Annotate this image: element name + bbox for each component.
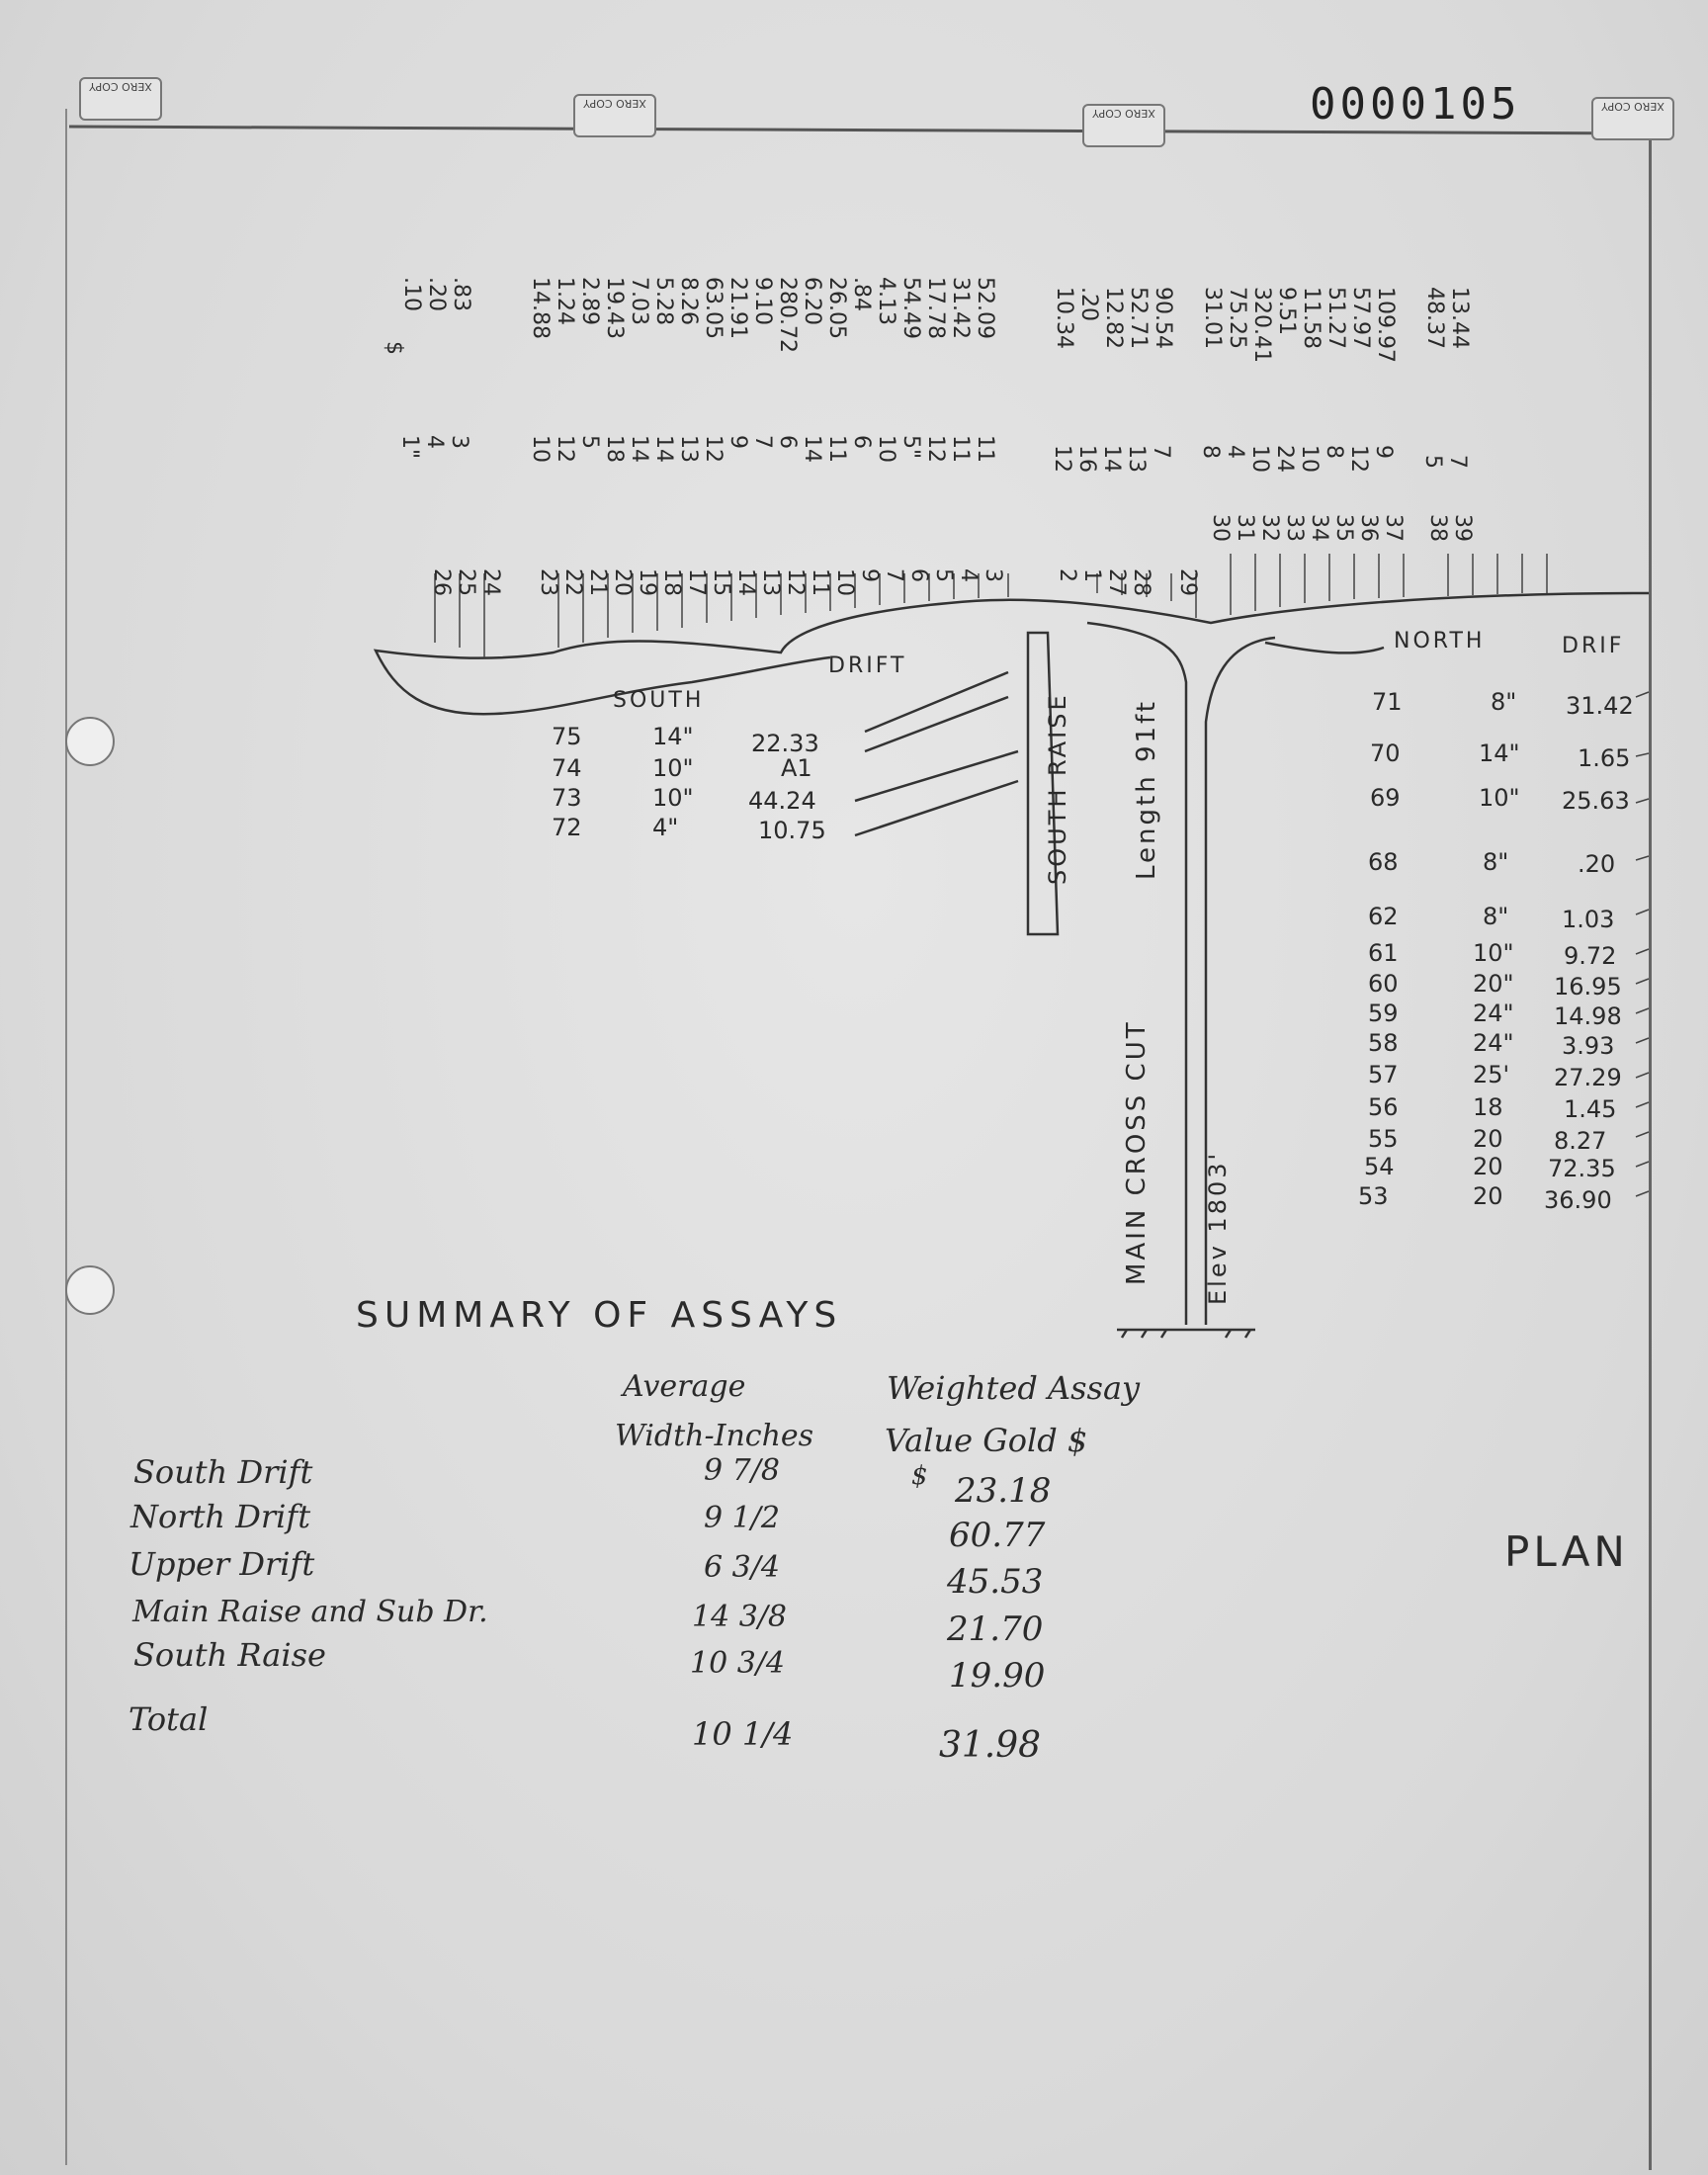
sample-width: 10" xyxy=(1473,939,1514,967)
sample-number: 32 xyxy=(1257,514,1282,542)
sample-value: A1 xyxy=(781,754,812,782)
sample-width: 20 xyxy=(1473,1182,1503,1210)
sample-width: 8" xyxy=(1483,903,1509,930)
row-label: North Drift xyxy=(130,1498,311,1535)
row-width: 9 1/2 xyxy=(704,1501,780,1535)
sample-width: 8" xyxy=(1491,688,1517,716)
sample-value: 1.45 xyxy=(1564,1095,1617,1123)
sample-width-row xyxy=(397,435,1470,473)
row-width: 10 1/4 xyxy=(692,1715,794,1753)
row-label: South Raise xyxy=(133,1636,326,1674)
sample-number: 23 xyxy=(536,568,560,596)
sample-value: 12.82 xyxy=(1101,287,1126,349)
sample-width: 24" xyxy=(1473,1029,1514,1057)
sample-value: 3.93 xyxy=(1562,1032,1615,1060)
document-number: 0000105 xyxy=(1310,79,1521,130)
sample-number: 17 xyxy=(684,568,709,596)
sample-number: 18 xyxy=(659,568,684,596)
sample-width: 10" xyxy=(652,754,694,782)
row-width: 9 7/8 xyxy=(704,1453,780,1488)
summary-title: SUMMARY OF ASSAYS xyxy=(356,1295,843,1336)
label-south-raise: SOUTH RAISE xyxy=(1044,692,1071,885)
sample-value: 52.09 xyxy=(973,277,997,339)
sample-width: 18 xyxy=(602,435,627,463)
sample-number: 9 xyxy=(857,568,882,582)
sample-width: 13 xyxy=(676,435,701,463)
sample-value: 17.78 xyxy=(923,277,948,339)
sample-value: 9.10 xyxy=(750,277,775,325)
row-assay: 31.98 xyxy=(939,1725,1042,1766)
sample-value: 27.29 xyxy=(1554,1064,1622,1091)
sample-value: 52.71 xyxy=(1126,287,1151,349)
sample-value: 16.95 xyxy=(1554,973,1622,1000)
sample-number: 53 xyxy=(1358,1182,1389,1210)
sample-width: 4" xyxy=(652,814,679,841)
sample-width: 12 xyxy=(553,435,577,463)
sample-value: .10 xyxy=(399,277,424,311)
sample-value: .20 xyxy=(1578,850,1616,878)
row-width: 6 3/4 xyxy=(704,1550,780,1585)
sample-value: 44.24 xyxy=(748,787,816,815)
label-north-drift-2: DRIF xyxy=(1562,634,1625,658)
xerox-tab-stamp: XERO COPY xyxy=(573,94,656,137)
sample-width: 14 xyxy=(627,435,651,463)
sample-number: 24 xyxy=(478,568,503,596)
north-drift-samples xyxy=(1358,688,1634,1214)
sample-number: 33 xyxy=(1282,514,1307,542)
sample-number: 35 xyxy=(1331,514,1356,542)
sample-value: 109.97 xyxy=(1373,287,1398,363)
sample-number: 73 xyxy=(552,784,582,812)
label-north-drift-1: NORTH xyxy=(1394,629,1486,653)
sample-value: 54.49 xyxy=(898,277,923,339)
sample-number: 59 xyxy=(1368,1000,1399,1027)
row-assay: 60.77 xyxy=(949,1516,1046,1555)
south-drift-samples xyxy=(552,723,826,844)
sample-number: 20 xyxy=(610,568,635,596)
sample-width: 14 xyxy=(1099,445,1124,473)
sample-width: 9 xyxy=(726,435,750,449)
sample-value: 1.24 xyxy=(553,277,577,325)
label-south-drift-1: SOUTH xyxy=(613,688,705,713)
col-header-assay-2: Value Gold $ xyxy=(885,1422,1088,1459)
sample-width: 16 xyxy=(1074,445,1099,473)
sample-number: 11 xyxy=(808,568,832,596)
sample-number: 5 xyxy=(931,568,956,582)
sample-width: 12 xyxy=(701,435,726,463)
sample-width: 13 xyxy=(1124,445,1149,473)
sample-number: 72 xyxy=(552,814,582,841)
sample-value: 31.42 xyxy=(1566,692,1634,720)
sample-value: 5.28 xyxy=(651,277,676,325)
sample-width: 7 xyxy=(1149,445,1173,459)
sample-number-row xyxy=(429,514,1475,596)
sample-number: 25 xyxy=(454,568,478,596)
sample-number: 61 xyxy=(1368,939,1399,967)
sample-number: 4 xyxy=(956,568,981,582)
sample-number: 22 xyxy=(560,568,585,596)
sample-number: 12 xyxy=(783,568,808,596)
label-south-drift-2: DRIFT xyxy=(828,653,907,678)
sample-number: 62 xyxy=(1368,903,1399,930)
sample-value: 75.25 xyxy=(1225,287,1249,349)
sample-number: 6 xyxy=(906,568,931,582)
sample-width: 20" xyxy=(1473,970,1514,998)
sample-width: 25' xyxy=(1473,1061,1510,1088)
sample-number: 57 xyxy=(1368,1061,1399,1088)
sample-value: 31.01 xyxy=(1200,287,1225,349)
col-header-assay-1: Weighted Assay xyxy=(887,1369,1141,1407)
sample-number: 30 xyxy=(1208,514,1233,542)
sample-width: 5" xyxy=(898,435,923,460)
sample-width: 10 xyxy=(528,435,553,463)
sample-value: .20 xyxy=(424,277,449,311)
sample-number: 31 xyxy=(1233,514,1257,542)
sample-value: 10.34 xyxy=(1052,287,1076,349)
sample-number: 68 xyxy=(1368,848,1399,876)
sample-width: 14 xyxy=(651,435,676,463)
sample-width: 24" xyxy=(1473,1000,1514,1027)
sample-value: 1.65 xyxy=(1578,744,1631,772)
sample-value: 1.03 xyxy=(1562,906,1615,933)
sample-value: 31.42 xyxy=(948,277,973,339)
sample-number: 26 xyxy=(429,568,454,596)
sample-value: 320.41 xyxy=(1249,287,1274,363)
sample-value: 90.54 xyxy=(1151,287,1175,349)
sample-number: 28 xyxy=(1129,568,1153,596)
sample-number: 13 xyxy=(758,568,783,596)
sample-value: 48.37 xyxy=(1422,287,1447,349)
col-header-width-1: Average xyxy=(623,1369,746,1404)
sample-width: 11 xyxy=(824,435,849,463)
sample-value: .20 xyxy=(1076,287,1101,321)
xerox-tab-stamp: XERO COPY xyxy=(79,77,162,121)
sample-width: 8 xyxy=(1198,445,1223,459)
sample-width: 7 xyxy=(750,435,775,449)
sample-width: 9 xyxy=(1371,445,1396,459)
sample-value: 21.91 xyxy=(726,277,750,339)
row-label: South Drift xyxy=(133,1453,313,1491)
sample-number: 27 xyxy=(1104,568,1129,596)
sample-value: 280.72 xyxy=(775,277,800,353)
xerox-tab-stamp: XERO COPY xyxy=(1591,97,1674,140)
row-assay: 19.90 xyxy=(949,1656,1046,1696)
sample-number: 1 xyxy=(1079,568,1104,582)
sample-value: 13.44 xyxy=(1447,287,1472,349)
sample-value: 57.97 xyxy=(1348,287,1373,349)
plan-label-cut: PLAN xyxy=(1504,1527,1629,1576)
row-label: Upper Drift xyxy=(128,1545,315,1583)
sample-width: 12 xyxy=(923,435,948,463)
sample-value: 26.05 xyxy=(824,277,849,339)
row-label: Main Raise and Sub Dr. xyxy=(132,1595,488,1629)
sample-width: 10 xyxy=(1247,445,1272,473)
sample-width: 20 xyxy=(1473,1125,1503,1153)
sample-width: 10 xyxy=(1297,445,1322,473)
sample-width: 4 xyxy=(422,435,447,449)
sample-number: 7 xyxy=(882,568,906,582)
sample-number: 74 xyxy=(552,754,582,782)
sample-width: 14 xyxy=(800,435,824,463)
sample-value: 8.27 xyxy=(1554,1127,1607,1155)
sample-width: 4 xyxy=(1223,445,1247,459)
sample-number: 58 xyxy=(1368,1029,1399,1057)
col-header-width-2: Width-Inches xyxy=(615,1419,814,1453)
sample-width: 10" xyxy=(652,784,694,812)
sample-number: 60 xyxy=(1368,970,1399,998)
sample-number: 15 xyxy=(709,568,733,596)
sample-value: .83 xyxy=(449,277,473,311)
sample-value: 14.98 xyxy=(1554,1002,1622,1030)
sample-width: 11 xyxy=(973,435,997,463)
sample-number: 55 xyxy=(1368,1125,1399,1153)
xerox-tab-stamp: XERO COPY xyxy=(1082,104,1165,147)
sample-number: 56 xyxy=(1368,1093,1399,1121)
sample-number: 71 xyxy=(1372,688,1403,716)
sample-width: 3 xyxy=(447,435,471,449)
sample-width: 24 xyxy=(1272,445,1297,473)
workings-outline xyxy=(376,593,1649,1338)
sample-value: 25.63 xyxy=(1562,787,1630,815)
sample-value: .84 xyxy=(849,277,874,311)
sample-value: 9.72 xyxy=(1564,942,1617,970)
sample-value: 2.89 xyxy=(577,277,602,325)
sample-number: 14 xyxy=(733,568,758,596)
sample-number: 34 xyxy=(1307,514,1331,542)
sample-value: 8.26 xyxy=(676,277,701,325)
sample-number: 39 xyxy=(1450,514,1475,542)
sample-width: 5 xyxy=(577,435,602,449)
sample-value: 6.20 xyxy=(800,277,824,325)
sample-number: 21 xyxy=(585,568,610,596)
row-width: 14 3/8 xyxy=(692,1600,787,1634)
sample-width: 10" xyxy=(1479,784,1520,812)
sample-value: 72.35 xyxy=(1548,1155,1616,1182)
sample-value: 4.13 xyxy=(874,277,898,325)
sample-width: 6 xyxy=(775,435,800,449)
sample-width: 12 xyxy=(1346,445,1371,473)
sample-number: 75 xyxy=(552,723,582,750)
row-width: 10 3/4 xyxy=(690,1646,785,1681)
sample-number: 2 xyxy=(1055,568,1079,582)
sample-number: 37 xyxy=(1381,514,1406,542)
sample-width: 7 xyxy=(1445,455,1470,469)
sample-width: 6 xyxy=(849,435,874,449)
sample-number: 3 xyxy=(981,568,1005,582)
sample-number: 29 xyxy=(1175,568,1200,596)
sample-width: 8 xyxy=(1322,445,1346,459)
sample-width: 1" xyxy=(397,435,422,460)
sample-value: 36.90 xyxy=(1544,1186,1612,1214)
label-elevation: Elev 1803' xyxy=(1204,1150,1232,1305)
sample-value: 9.51 xyxy=(1274,287,1299,335)
column-header-dollar: $ xyxy=(382,341,406,355)
sample-value: 14.88 xyxy=(528,277,553,339)
row-assay: 21.70 xyxy=(947,1610,1044,1649)
sample-width: 10 xyxy=(874,435,898,463)
sample-number: 54 xyxy=(1364,1153,1395,1180)
sample-width: 14" xyxy=(652,723,694,750)
sample-number: 19 xyxy=(635,568,659,596)
sample-width: 12 xyxy=(1050,445,1074,473)
label-length: Length 91ft xyxy=(1132,699,1161,880)
sample-width: 8" xyxy=(1483,848,1509,876)
sample-value: 11.58 xyxy=(1299,287,1324,349)
sample-width: 18 xyxy=(1473,1093,1503,1121)
sample-number: 38 xyxy=(1425,514,1450,542)
sample-number: 36 xyxy=(1356,514,1381,542)
row-assay: 45.53 xyxy=(947,1562,1044,1602)
sample-value: 10.75 xyxy=(758,817,826,844)
row-dollar-sign: $ xyxy=(911,1461,928,1491)
sample-value: 7.03 xyxy=(627,277,651,325)
sample-number: 10 xyxy=(832,568,857,596)
label-main-cross-cut: MAIN CROSS CUT xyxy=(1122,1019,1152,1285)
sample-value: 22.33 xyxy=(751,730,819,757)
sample-value: 51.27 xyxy=(1324,287,1348,349)
sample-value: 19.43 xyxy=(602,277,627,339)
sample-width: 11 xyxy=(948,435,973,463)
sample-width: 14" xyxy=(1479,740,1520,767)
sample-value: 63.05 xyxy=(701,277,726,339)
sample-width: 20 xyxy=(1473,1153,1503,1180)
sample-number: 69 xyxy=(1370,784,1401,812)
sample-value-row xyxy=(382,277,1472,363)
row-assay: 23.18 xyxy=(955,1471,1052,1511)
row-label: Total xyxy=(128,1700,209,1738)
sample-width: 5 xyxy=(1420,455,1445,469)
sample-number: 70 xyxy=(1370,740,1401,767)
